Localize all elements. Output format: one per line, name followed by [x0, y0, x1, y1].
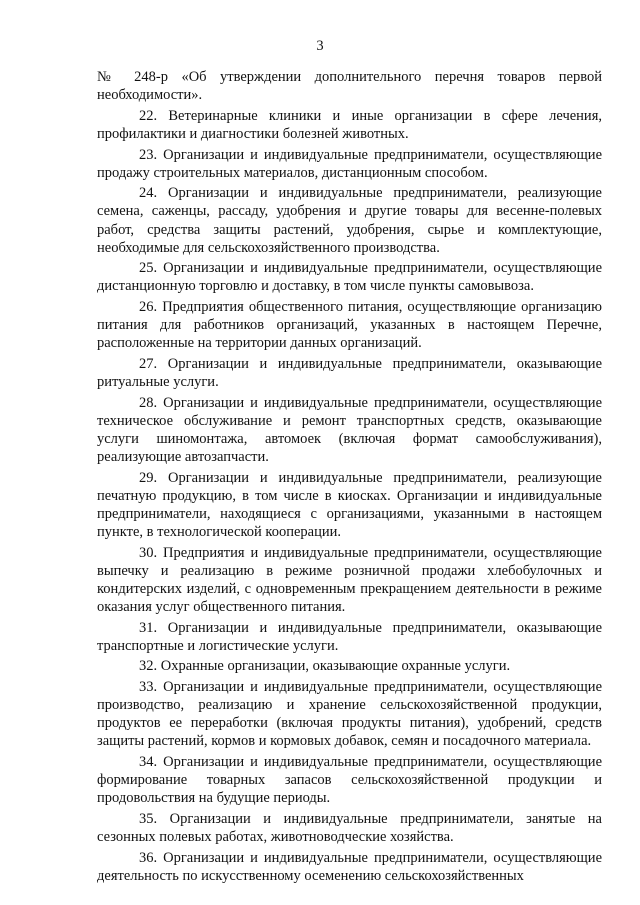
paragraph-item-36: 36. Организации и индивидуальные предприниматели, осуществляющие деятельность по искусственному осеменению сельскохозяйственных [97, 849, 602, 884]
paragraph-continuation: № 248-р «Об утверждении дополнительного перечня товаров первой необходимости». [97, 69, 602, 104]
paragraph-item-25: 25. Организации и индивидуальные предприниматели, осуществляющие дистанционную торговлю и доставку, в том числе пункты самовывоза. [97, 260, 602, 295]
page-number: 3 [316, 38, 324, 54]
paragraph-item-31: 31. Организации и индивидуальные предприниматели, оказывающие транспортные и логистические услуги. [97, 619, 602, 654]
paragraph-item-35: 35. Организации и индивидуальные предприниматели, занятые на сезонных полевых работах, животноводческие хозяйства. [97, 810, 602, 846]
paragraph-item-34: 34. Организации и индивидуальные предприниматели, осуществляющие формирование товарных запасов сельскохозяйственной продукции и продовольствия на будущие периоды. [97, 754, 602, 807]
paragraph-item-23: 23. Организации и индивидуальные предприниматели, осуществляющие продажу строительных материалов, дистанционным способом. [97, 146, 602, 181]
paragraph-item-27: 27. Организации и индивидуальные предприниматели, оказывающие ритуальные услуги. [97, 355, 602, 391]
paragraph-item-29: 29. Организации и индивидуальные предприниматели, реализующие печатную продукцию, в том числе в киосках. Организации и индивидуальные предприниматели, находящиеся с организациями, указанными в настоящем пункте, в технологической кооперации. [97, 469, 602, 540]
paragraph-item-24: 24. Организации и индивидуальные предприниматели, реализующие семена, саженцы, рассаду, удобрения и другие товары для весенне-полевых работ, средства защиты растений, удобрения, сырье и комплектующие, необходимые для сельскохозяйственного производства. [97, 185, 602, 256]
paragraph-item-33: 33. Организации и индивидуальные предприниматели, осуществляющие производство, реализацию и хранение сельскохозяйственной продукции, продуктов ее переработки (включая продукты питания), удобрений, средств защиты растений, кормов и кормовых добавок, семян и посадочного материала. [97, 679, 602, 750]
paragraph-item-26: 26. Предприятия общественного питания, осуществляющие организацию питания для работников организаций, указанных в настоящем Перечне, расположенные на территории данных организаций. [97, 299, 602, 352]
document-body [97, 68, 602, 888]
paragraph-item-28: 28. Организации и индивидуальные предприниматели, осуществляющие техническое обслуживание и ремонт транспортных средств, оказывающие услуги шиномонтажа, автомоек (включая формат самообслуживания), реализующие автозапчасти. [97, 394, 602, 466]
paragraph-item-30: 30. Предприятия и индивидуальные предприниматели, осуществляющие выпечку и реализацию в режиме розничной продажи хлебобулочных и кондитерских изделий, с одновременным прекращением деятельности в режиме оказания услуг общественного питания. [97, 544, 602, 615]
paragraph-item-22: 22. Ветеринарные клиники и иные организации в сфере лечения, профилактики и диагностики болезней животных. [97, 107, 602, 142]
paragraph-item-32: 32. Охранные организации, оказывающие охранные услуги. [139, 658, 511, 675]
